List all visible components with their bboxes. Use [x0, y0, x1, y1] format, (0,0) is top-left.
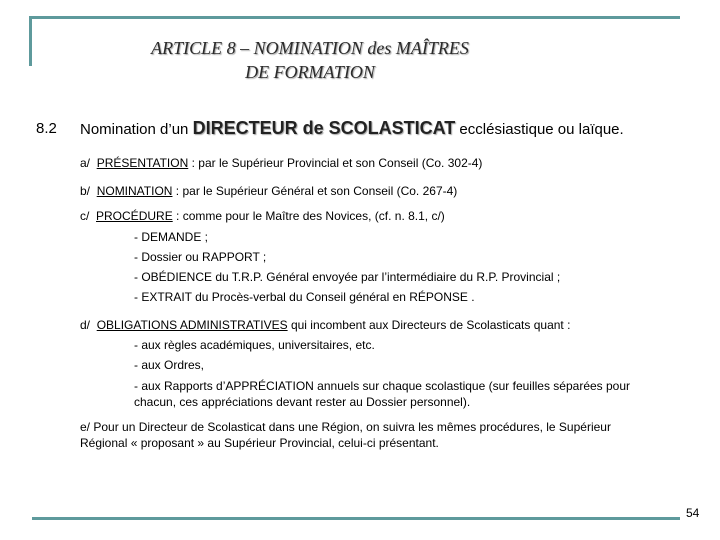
item-c-sub-1: - DEMANDE ; — [134, 230, 209, 244]
item-d-sub-3: - aux Rapports d’APPRÉCIATION annuels sur chaque scolastique (sur feuilles séparées pour chacun, ces appréciations devant rester au Dossier personnel). — [134, 379, 631, 409]
item-e: e/ Pour un Directeur de Scolasticat dans une Région, on suivra les mêmes procédures, le Supérieur Régional « proposant » au Supérieur Provincial, celui-ci présentant. — [80, 420, 611, 450]
item-a-label: PRÉSENTATION — [96, 156, 189, 170]
item-d-marker: d/ — [80, 318, 91, 332]
item-b-text: : par le Supérieur Général et son Conseil (Co. 267-4) — [172, 184, 458, 198]
frame-bottom-rule — [32, 517, 680, 520]
item-a-marker: a/ — [80, 156, 91, 170]
item-c-sub-2: - Dossier ou RAPPORT ; — [134, 250, 267, 264]
section-prefix: Nomination d’un — [80, 121, 189, 138]
item-b-label: NOMINATION — [96, 184, 173, 198]
item-c-text: : comme pour le Maître des Novices, (cf. n. 8.1, c/) — [172, 209, 445, 223]
item-c-label: PROCÉDURE — [96, 209, 173, 223]
item-a-text: : par le Supérieur Provincial et son Conseil (Co. 302-4) — [188, 156, 483, 170]
page-number: 54 — [686, 506, 700, 520]
item-d-sub-2: - aux Ordres, — [134, 358, 205, 372]
frame-left-rule — [29, 16, 32, 66]
section-suffix: ecclésiastique ou laïque. — [459, 121, 624, 138]
item-d-text: qui incombent aux Directeurs de Scolasticats quant : — [287, 318, 571, 332]
item-a — [80, 156, 482, 170]
title-line-2: DE FORMATION — [245, 62, 375, 82]
item-b-marker: b/ — [80, 184, 91, 198]
page-title — [60, 36, 560, 84]
item-c-sub-3: - OBÉDIENCE du T.R.P. Général envoyée par l’intermédiaire du R.P. Provincial ; — [134, 270, 561, 284]
item-d-label: OBLIGATIONS ADMINISTRATIVES — [96, 318, 288, 332]
section-highlight: DIRECTEUR de SCOLASTICAT — [192, 118, 456, 138]
item-c — [80, 209, 445, 223]
frame-top-rule — [32, 16, 680, 19]
item-d — [80, 318, 570, 332]
item-d-sub-1: - aux règles académiques, universitaires, etc. — [134, 338, 375, 352]
title-line-1: ARTICLE 8 – NOMINATION des MAÎTRES — [151, 38, 469, 58]
section-heading — [80, 118, 624, 139]
item-c-marker: c/ — [80, 209, 90, 223]
item-b — [80, 184, 457, 198]
section-number: 8.2 — [36, 120, 57, 137]
item-c-sub-4: - EXTRAIT du Procès-verbal du Conseil général en RÉPONSE . — [134, 290, 475, 304]
